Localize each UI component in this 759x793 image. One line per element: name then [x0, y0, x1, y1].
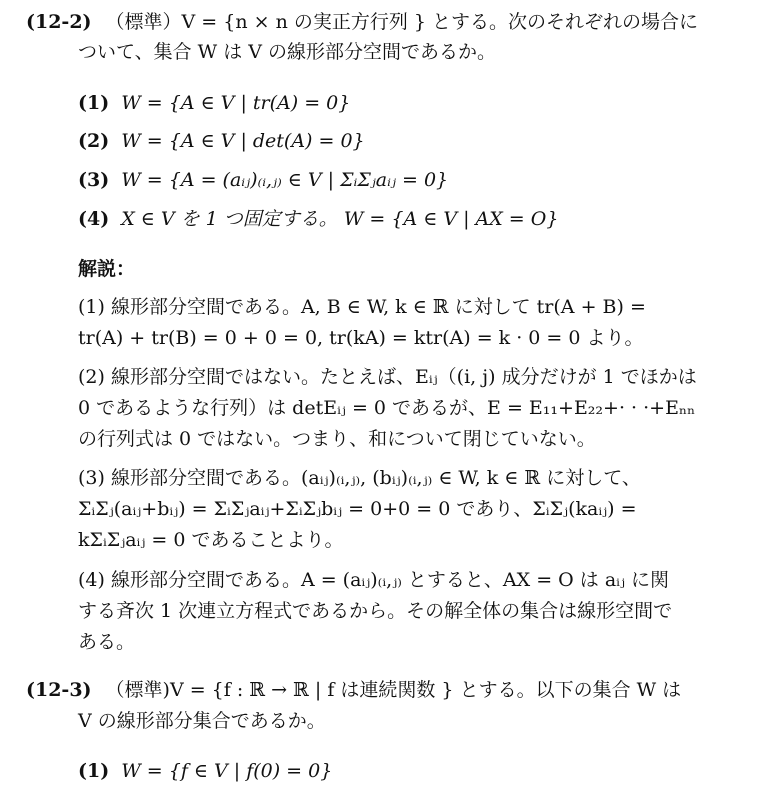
solution-paragraph-4: [78, 565, 710, 658]
problem-intro-line: ついて、集合 W は V の線形部分空間であるか。: [78, 41, 497, 63]
solution-title: 解説：: [78, 258, 136, 280]
solution-line: (4) 線形部分空間である。A = (aᵢⱼ)₍ᵢ,ⱼ₎ とすると、AX = O は aᵢⱼ に関: [78, 569, 670, 591]
item-number: (1): [78, 92, 110, 114]
item-formula: W = {f ∈ V | f(0) = 0}: [121, 760, 333, 782]
problem-intro-line: （標準）V = {n × n の実正方行列 } とする。次のそれぞれの場合に: [105, 11, 699, 33]
solution-line: の行列式は 0 ではない。つまり、和について閉じていない。: [78, 428, 596, 450]
solution-line: kΣᵢΣⱼaᵢⱼ = 0 であることより。: [78, 529, 344, 551]
problem-12-3-heading: [26, 675, 726, 705]
solution-line: する斉次 1 次連立方程式であるから。その解全体の集合は線形空間で: [78, 600, 673, 622]
problem-item: [78, 88, 718, 118]
item-number: (1): [78, 760, 110, 782]
solution-paragraph-1: [78, 292, 710, 354]
item-formula: W = {A ∈ V | tr(A) = 0}: [121, 92, 351, 114]
problem-12-2-heading: [26, 7, 726, 37]
problem-item: [78, 204, 718, 234]
item-number: (2): [78, 130, 110, 152]
problem-item: [78, 165, 718, 195]
item-number: (4): [78, 208, 110, 230]
solution-line: ΣᵢΣⱼ(aᵢⱼ+bᵢⱼ) = ΣᵢΣⱼaᵢⱼ+ΣᵢΣⱼbᵢⱼ = 0+0 = 0 であり、ΣᵢΣⱼ(kaᵢⱼ) =: [78, 498, 637, 520]
solution-line: ある。: [78, 631, 136, 653]
item-number: (3): [78, 169, 110, 191]
problem-item: [78, 756, 718, 786]
item-formula: X ∈ V を 1 つ固定する。 W = {A ∈ V | AX = O}: [121, 208, 559, 230]
item-formula: W = {A = (aᵢⱼ)₍ᵢ,ⱼ₎ ∈ V | ΣᵢΣⱼaᵢⱼ = 0}: [121, 169, 449, 191]
solution-paragraph-2: [78, 362, 710, 455]
problem-item: [78, 126, 718, 156]
problem-number: (12-3): [26, 679, 92, 701]
solution-line: tr(A) + tr(B) = 0 + 0 = 0, tr(kA) = ktr(A) = k · 0 = 0 より。: [78, 327, 644, 349]
solution-paragraph-3: [78, 463, 710, 556]
solution-line: (2) 線形部分空間ではない。たとえば、Eᵢⱼ（(i, j) 成分だけが 1 でほかは: [78, 366, 697, 388]
solution-line: (1) 線形部分空間である。A, B ∈ W, k ∈ ℝ に対して tr(A + B) =: [78, 296, 646, 318]
item-formula: W = {A ∈ V | det(A) = 0}: [121, 130, 365, 152]
solution-line: 0 であるような行列）は detEᵢⱼ = 0 であるが、E = E₁₁+E₂₂+· · ·+Eₙₙ: [78, 397, 696, 419]
problem-number: (12-2): [26, 11, 92, 33]
problem-intro-line: （標準)V = {f : ℝ → ℝ | f は連続関数 } とする。以下の集合 W は: [105, 679, 682, 701]
problem-intro-line: V の線形部分集合であるか。: [78, 710, 326, 732]
solution-line: (3) 線形部分空間である。(aᵢⱼ)₍ᵢ,ⱼ₎, (bᵢⱼ)₍ᵢ,ⱼ₎ ∈ W, k ∈ ℝ に対して、: [78, 467, 641, 489]
